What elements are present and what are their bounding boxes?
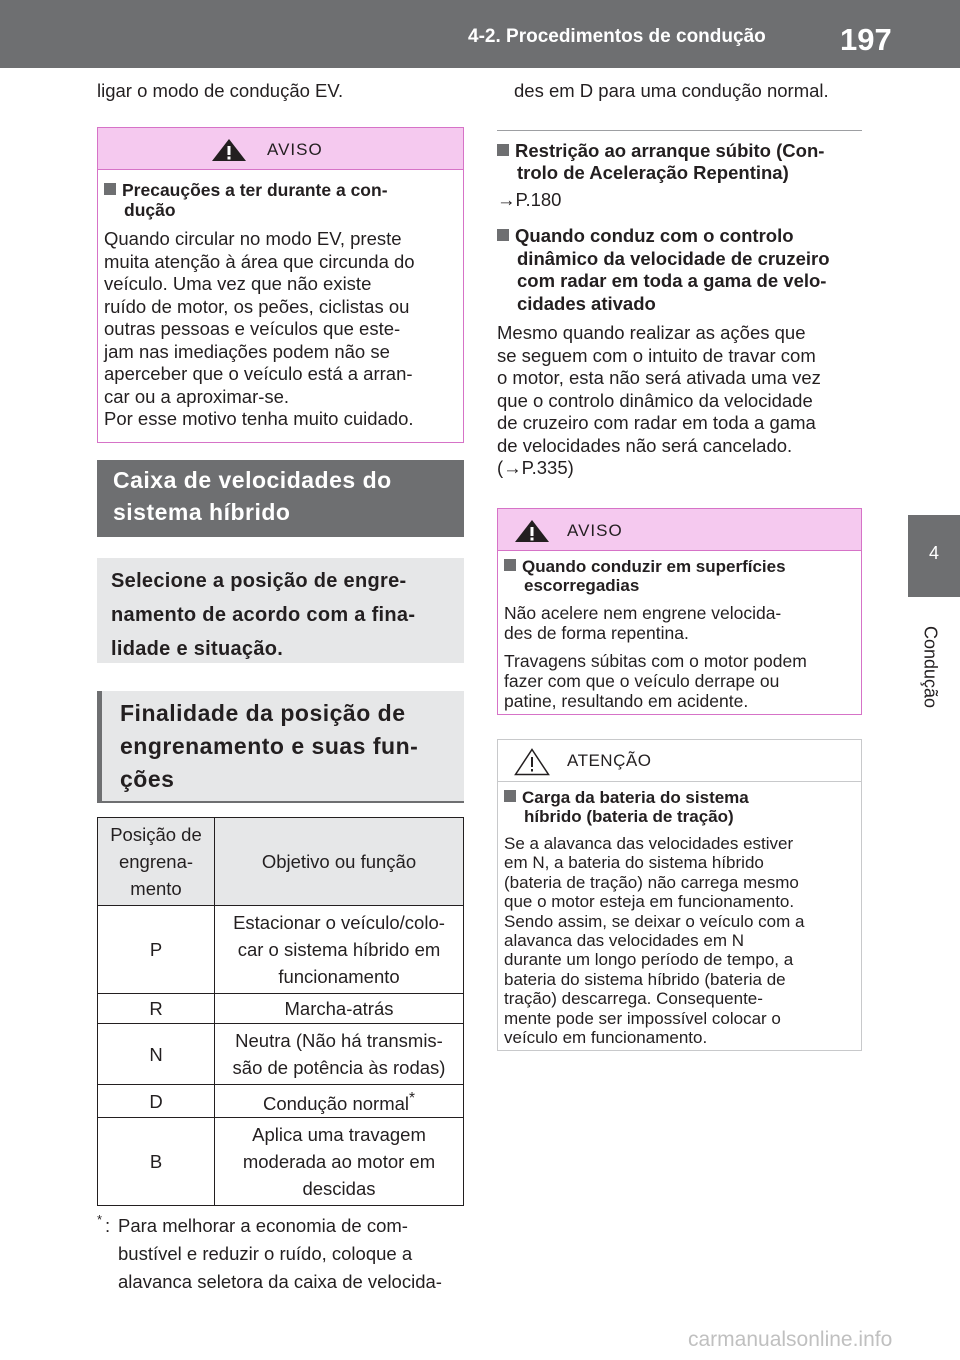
cruise-heading: Quando conduz com o controlo dinâmico da velocidade de cruzeiro com radar em toda a gama de velo- cidades ativado (497, 225, 862, 315)
warning-heading: Quando conduzir em superfícies escorregadias (504, 557, 855, 595)
subsection-heading: Finalidade da posição de engrenamento e suas fun- ções (97, 691, 464, 803)
warning-heading: Precauções a ter durante a con- dução (104, 180, 457, 220)
table-row (98, 906, 464, 994)
footnote-marker: * (409, 1090, 416, 1107)
chapter-tab (908, 515, 960, 597)
caution-triangle-icon (514, 748, 550, 776)
intro-text: ligar o modo de condução EV. (97, 80, 344, 101)
chapter-label (904, 612, 956, 722)
caution-heading: Carga da bateria do sistema híbrido (bateria de tração) (504, 788, 855, 826)
divider (497, 130, 862, 131)
footnote: * : Para melhorar a economia de com- bustível e reduzir o ruído, coloque a alavanca seletora da caixa de velocida- (97, 1212, 464, 1296)
caution-label: ATENÇÃO (567, 751, 652, 770)
gear-description: Neutra (Não há transmis- são de potência às rodas) (215, 1024, 464, 1085)
warning-paragraph: Travagens súbitas com o motor podem fazer com que o veículo derrape ou patine, resultando em acidente. (504, 651, 807, 711)
caution-header (498, 740, 861, 782)
warning-label: AVISO (267, 140, 323, 159)
gear-description: Estacionar o veículo/colo- car o sistema híbrido em funcionamento (215, 906, 464, 994)
warning-body (98, 170, 463, 437)
warning-box-1 (97, 127, 464, 443)
section-heading: Caixa de velocidades do sistema híbrido (97, 460, 464, 537)
warning-label: AVISO (567, 521, 623, 540)
gear-description: Aplica uma travagem moderada ao motor em descidas (215, 1118, 464, 1206)
warning-text: Quando circular no modo EV, preste muita atenção à área que circunda do veículo. Uma vez que não existe ruído de motor, os peões, ciclistas ou outras pessoas e veículos que este- jam nas imediações podem não se aperceber que o veículo está a arran- car ou a aproximar-se. Por esse motivo tenha muito cuidado. (104, 228, 415, 429)
warning-header (98, 128, 463, 170)
gear-position-table (97, 817, 464, 1206)
intro-summary: Selecione a posição de engre- namento de acordo com a fina- lidade e situação. (97, 558, 464, 663)
warning-header (498, 509, 861, 551)
warning-triangle-icon (514, 519, 550, 543)
caution-body (498, 782, 861, 1051)
gear-position: N (98, 1024, 215, 1085)
bullet-square-icon (497, 229, 509, 241)
table-header-cell: Posição de engrena- mento (98, 818, 215, 906)
continued-text: des em D para uma condução normal. (514, 80, 829, 101)
gear-position: B (98, 1118, 215, 1206)
gear-position: D (98, 1085, 215, 1118)
cruise-body: Mesmo quando realizar as ações que se seguem com o intuito de travar com o motor, esta não será ativada uma vez que o controlo dinâmico da velocidade de cruzeiro com radar em toda a gama de velocidades não será cancelado. (→P.335) (497, 322, 821, 478)
watermark: carmanualsonline.info (688, 1328, 893, 1351)
chapter-number: 4 (928, 543, 939, 563)
warning-paragraph: Não acelere nem engrene velocida- des de forma repentina. (504, 603, 782, 643)
page-header (0, 0, 960, 68)
warning-box-2 (497, 508, 862, 715)
warning-body (498, 551, 861, 717)
table-row (98, 1118, 464, 1206)
warning-triangle-icon (211, 138, 247, 162)
bullet-square-icon (104, 183, 116, 195)
bullet-square-icon (504, 559, 516, 571)
caution-text: Se a alavanca das velocidades estiver em N, a bateria do sistema híbrido (bateria de tração) não carrega mesmo que o motor esteja em funcionamento. Sendo assim, se deixar o veículo com a alavanca das velocidades em N durante um longo período de tempo, a bateria do sistema híbrido (bateria de tração) descarrega. Consequente- mente pode ser impossível colocar o veículo em funcionamento. (504, 834, 805, 1048)
table-row (98, 994, 464, 1024)
table-row (98, 1024, 464, 1085)
bullet-square-icon (504, 790, 516, 802)
bullet-square-icon (497, 144, 509, 156)
gear-description: Marcha-atrás (215, 994, 464, 1024)
footnote-asterisk: * (97, 1212, 103, 1227)
restriction-heading: Restrição ao arranque súbito (Con- trolo de Aceleração Repentina) (497, 140, 862, 184)
page-number: 197 (840, 22, 892, 57)
table-row (98, 1085, 464, 1118)
caution-box (497, 739, 862, 1051)
table-header-cell: Objetivo ou função (215, 818, 464, 906)
page-reference: →P.180 (497, 189, 562, 210)
gear-position: R (98, 994, 215, 1024)
table-header-row (98, 818, 464, 906)
section-title: 4-2. Procedimentos de condução (468, 26, 766, 47)
chapter-label-text: Condução (920, 625, 941, 709)
gear-description: Condução normal* (215, 1085, 464, 1118)
gear-position: P (98, 906, 215, 994)
